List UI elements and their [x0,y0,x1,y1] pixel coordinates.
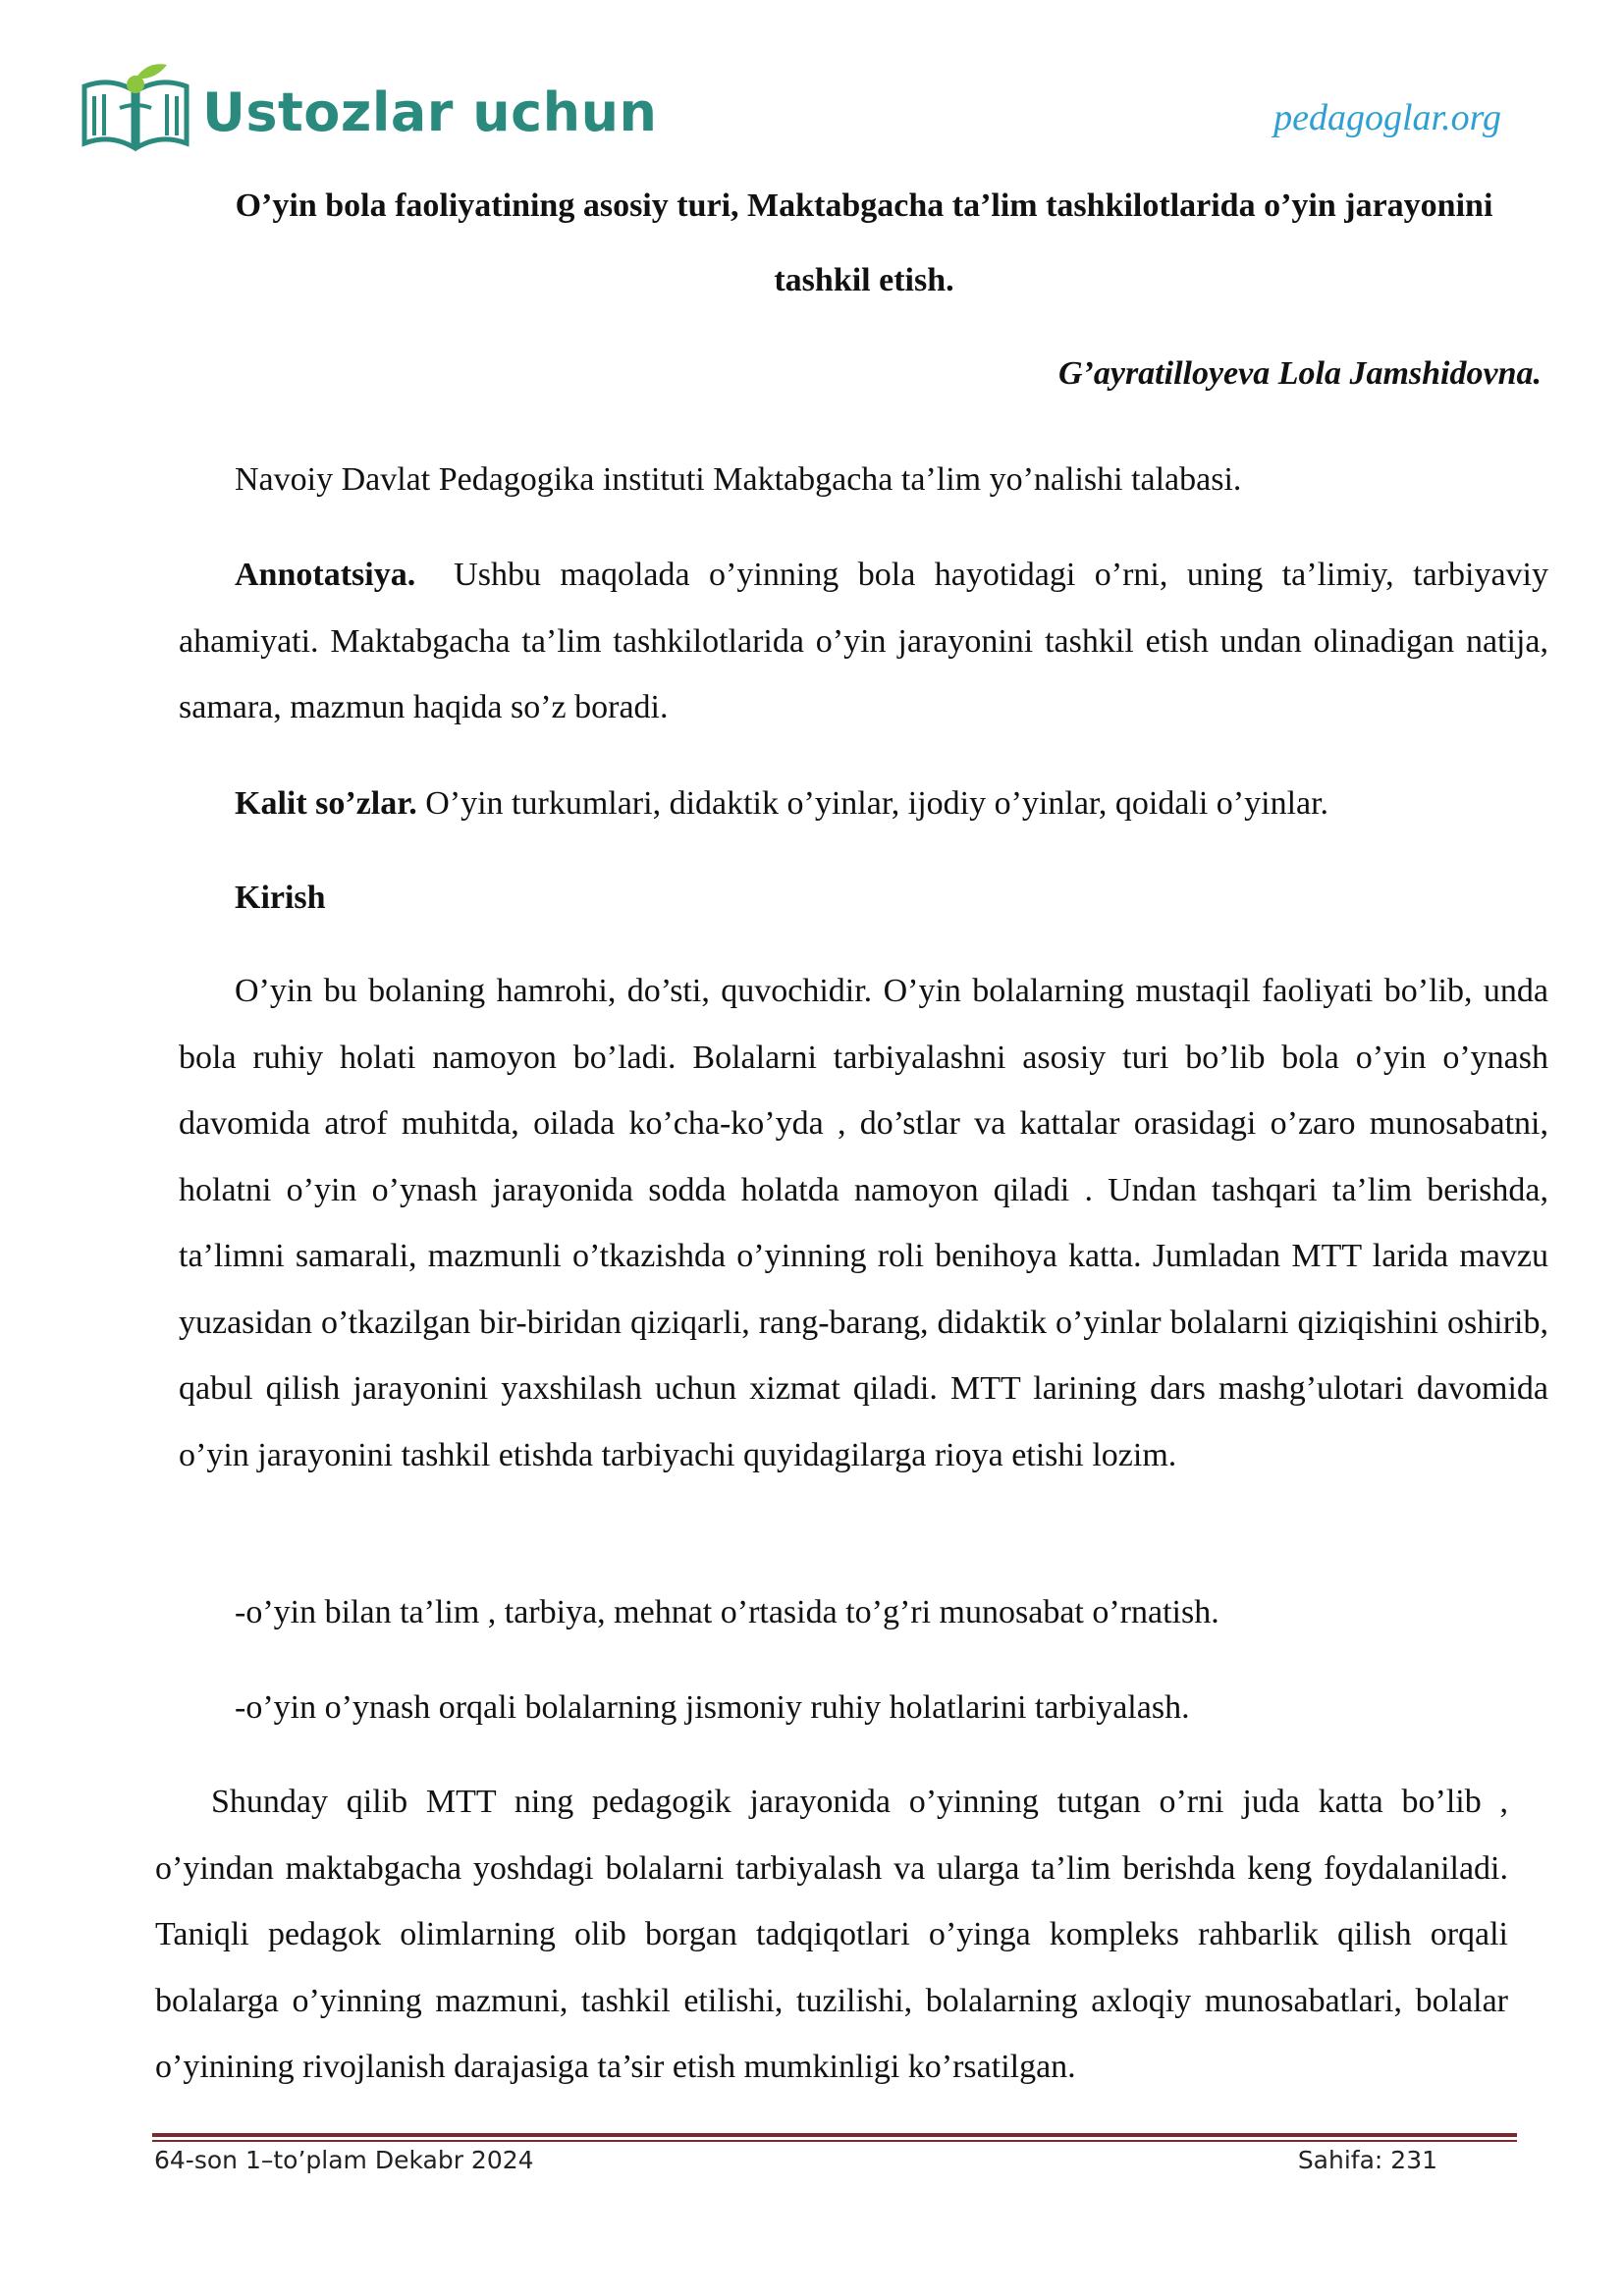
annotation-paragraph [179,542,1548,741]
article-title: O’yin bola faoliyatining asosiy turi, Maktabgacha ta’lim tashkilotlarida o’yin jarayonini tashkil etish. [235,187,1493,298]
keywords-text: O’yin turkumlari, didaktik o’yinlar, ijodiy o’yinlar, qoidali o’yinlar. [425,785,1329,822]
page-number: Sahifa: 231 [1297,2146,1437,2174]
list-item: -o’yin bilan ta’lim , tarbiya, mehnat o’rtasida to’g’ri munosabat o’rnatish. [235,1594,1219,1630]
intro-paragraph: O’yin bu bolaning hamrohi, do’sti, quvochidir. O’yin bolalarning mustaqil faoliyati bo’lib, unda bola ruhiy holati namoyon bo’ladi. Bolalarni tarbiyalashni asosiy turi bo’lib bola o’yin o’ynash davomida atrof muhitda, oilada ko’cha-ko’yda , do’stlar va kattalar orasidagi o’zaro munosabatni, holatni o’yin o’ynash jarayonida sodda holatda namoyon qiladi . Undan tashqari ta’lim berishda, ta’limni samarali, mazmunli o’tkazishda o’yinning roli benihoya katta. Jumladan MTT larida mavzu yuzasidan o’tkazilgan bir-biridan qiziqarli, rang-barang, didaktik o’yinlar bolalarni qiziqishini oshirib, qabul qilish jarayonini yaxshilash uchun xizmat qiladi. MTT larining dars mashg’ulotari davomida o’yin jarayonini tashkil etishda tarbiyachi quyidagilarga rioya etishi lozim. [179,973,1548,1473]
open-book-icon [77,57,194,155]
keywords-label: Kalit so’zlar. [235,785,417,822]
footer-divider-thin [152,2140,1517,2142]
logo-text: Ustozlar uchun [202,80,658,143]
logo [77,57,658,155]
footer-divider [152,2133,1517,2137]
author-name: G’ayratilloyeva Lola Jamshidovna. [1057,355,1542,392]
affiliation: Navoiy Davlat Pedagogika instituti Maktabgacha ta’lim yo’nalishi talabasi. [235,461,1242,498]
keywords-paragraph [179,771,1548,837]
section-heading: Kirish [235,880,326,916]
issue-info: 64-son 1–to’plam Dekabr 2024 [154,2146,534,2174]
site-url[interactable]: pedagoglar.org [1273,97,1501,138]
annotation-label: Annotatsiya. [235,557,416,593]
conclusion-paragraph: Shunday qilib MTT ning pedagogik jarayonida o’yinning tutgan o’rni juda katta bo’lib , o’yindan maktabgacha yoshdagi bolalarni tarbiyalash va ularga ta’lim berishda keng foydalaniladi. Taniqli pedagok olimlarning olib borgan tadqiqotlari o’yinga kompleks rahbarlik qilish orqali bolalarga o’yinning mazmuni, tashkil etilishi, tuzilishi, bolalarning axloqiy munosabatlari, bolalar o’yinining rivojlanish darajasiga ta’sir etish mumkinligi ko’rsatilgan. [155,1784,1508,2085]
list-item: -o’yin o’ynash orqali bolalarning jismoniy ruhiy holatlarini tarbiyalash. [235,1689,1190,1726]
annotation-text: Ushbu maqolada o’yinning bola hayotidagi o’rni, uning ta’limiy, tarbiyaviy ahamiyati. Maktabgacha ta’lim tashkilotlarida o’yin jarayonini tashkil etish undan olinadigan natija, samara, mazmun haqida so’z boradi. [179,557,1548,725]
